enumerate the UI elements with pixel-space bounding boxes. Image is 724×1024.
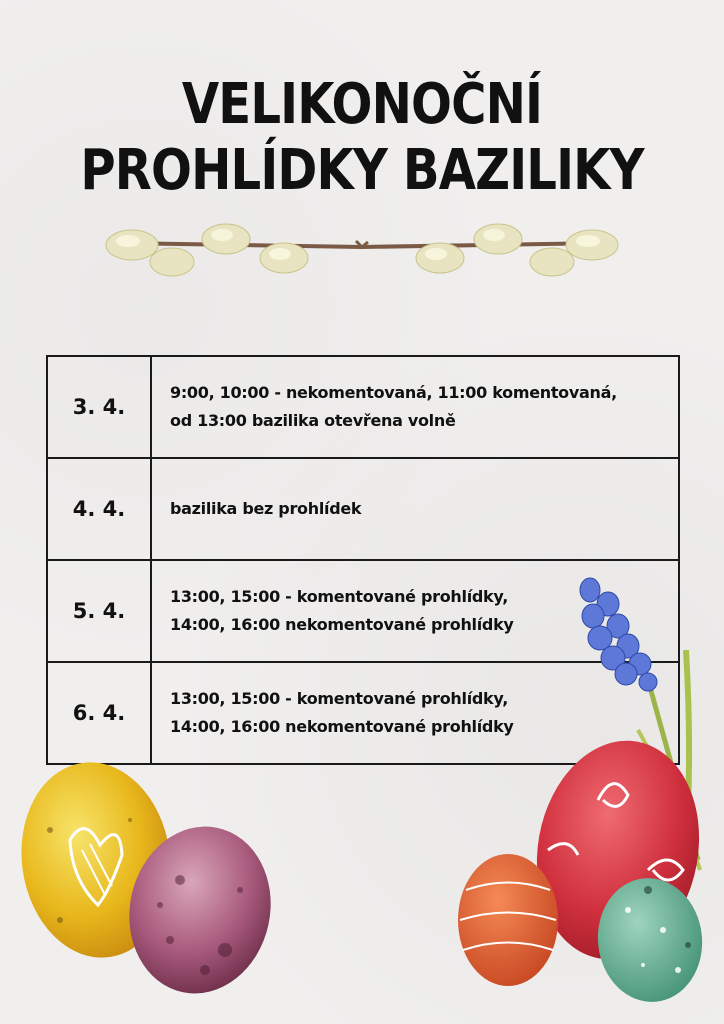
date-cell: 5. 4. (47, 560, 151, 662)
date-cell: 3. 4. (47, 356, 151, 458)
date-cell: 4. 4. (47, 458, 151, 560)
page-title (51, 72, 674, 204)
info-line: od 13:00 bazilika otevřena volně (170, 411, 456, 430)
info-line: bazilika bez prohlídek (170, 499, 362, 518)
info-line: 14:00, 16:00 nekomentované prohlídky (170, 717, 514, 736)
table-row (47, 356, 679, 458)
pussy-willow-branch-icon (100, 215, 624, 285)
title-line-1: VELIKONOČNÍ (181, 72, 543, 137)
info-line: 13:00, 15:00 - komentované prohlídky, (170, 689, 509, 708)
info-line: 13:00, 15:00 - komentované prohlídky, (170, 587, 509, 606)
info-cell (151, 356, 679, 458)
info-line: 14:00, 16:00 nekomentované prohlídky (170, 615, 514, 634)
easter-eggs-with-grape-hyacinth-icon (448, 570, 718, 1010)
easter-eggs-icon (10, 760, 280, 1010)
title-line-2: PROHLÍDKY BAZILIKY (80, 138, 644, 203)
table-row (47, 458, 679, 560)
info-line: 9:00, 10:00 - nekomentovaná, 11:00 komentovaná, (170, 383, 617, 402)
info-cell (151, 458, 679, 560)
date-cell: 6. 4. (47, 662, 151, 764)
